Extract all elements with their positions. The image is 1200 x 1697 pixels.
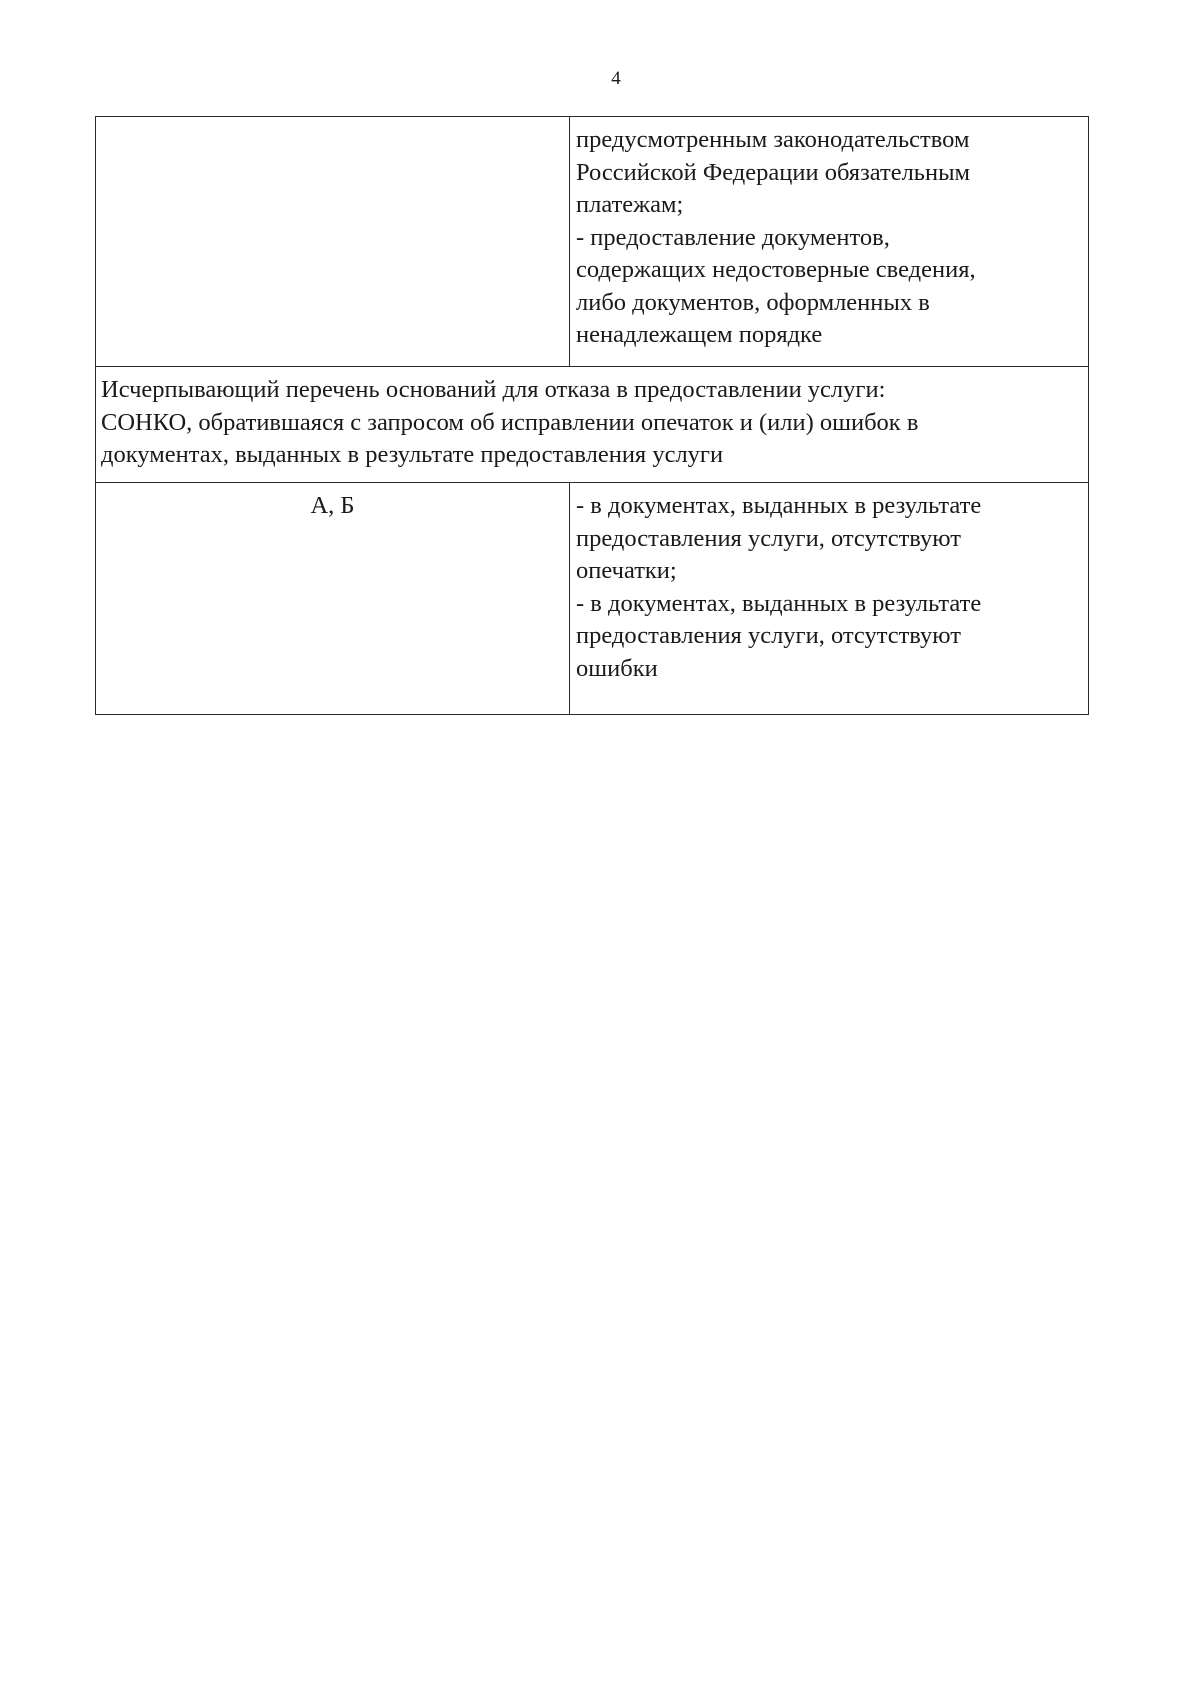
text-line: либо документов, оформленных в — [576, 288, 930, 316]
text-line: ошибки — [576, 654, 658, 682]
page-number: 4 — [611, 68, 621, 89]
text-line: Исчерпывающий перечень оснований для отказа в предоставлении услуги: — [101, 376, 886, 403]
text-line: предоставления услуги, отсутствуют — [576, 524, 961, 552]
text-line: опечатки; — [576, 557, 677, 584]
text-line: СОНКО, обратившаяся с запросом об исправлении опечаток и (или) ошибок в — [101, 408, 919, 436]
text-line: платежам; — [576, 191, 684, 218]
text-line: - предоставление документов, — [576, 223, 890, 251]
text-line: предоставления услуги, отсутствуют — [576, 622, 961, 649]
table-row — [96, 482, 1088, 714]
section-header-cell — [96, 367, 1088, 482]
text-line: предусмотренным законодательством — [576, 126, 970, 153]
text-line: документах, выданных в результате предоставления услуги — [101, 441, 724, 468]
text-line: ненадлежащем порядке — [576, 321, 823, 348]
table-cell-applicant: А, Б — [96, 483, 570, 714]
grounds-table — [95, 116, 1089, 715]
text-line: Российской Федерации обязательным — [576, 158, 971, 186]
table-cell-grounds — [570, 117, 1088, 366]
text-line: - в документах, выданных в результате — [576, 492, 982, 519]
table-cell-applicant — [96, 117, 570, 366]
table-section-header-row — [96, 366, 1088, 482]
table-row — [96, 117, 1088, 366]
text-line: - в документах, выданных в результате — [576, 589, 982, 617]
text-line: содержащих недостоверные сведения, — [576, 256, 976, 283]
table-cell-grounds — [570, 483, 1088, 714]
